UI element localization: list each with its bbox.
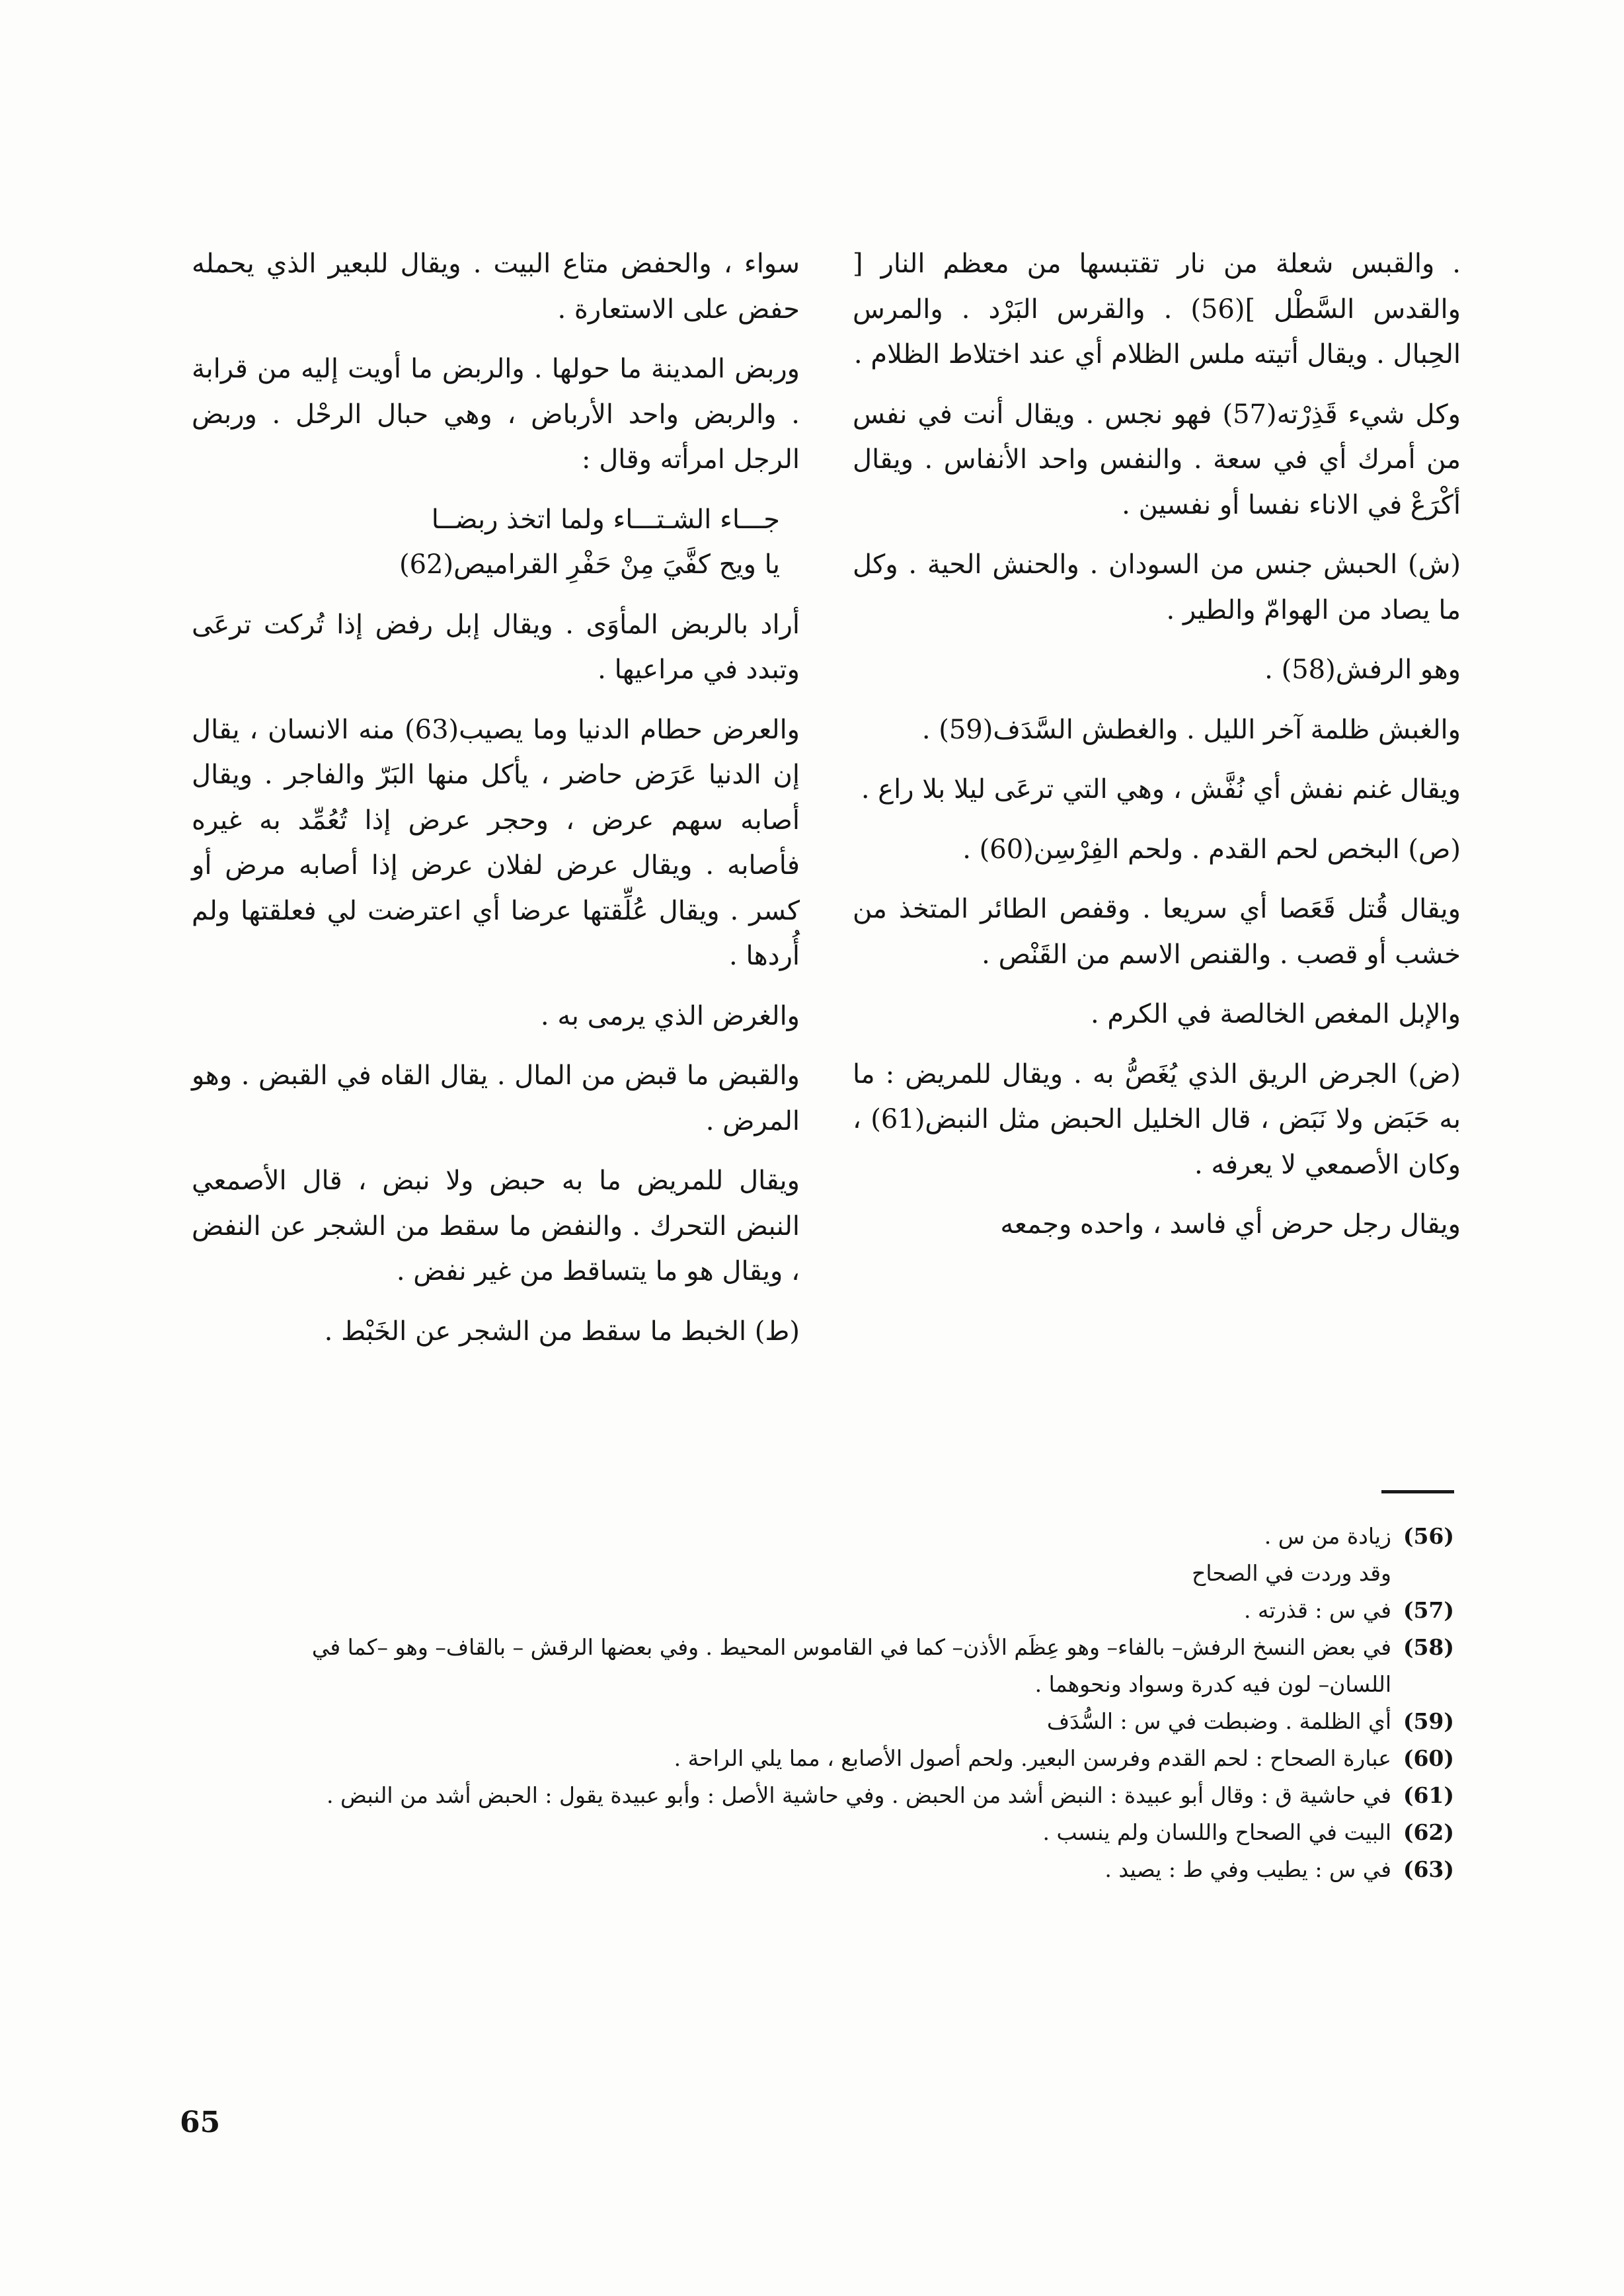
footnote-continuation: وقد وردت في الصحاح [1192, 1560, 1391, 1586]
paragraph: وكل شيء قَذِرْته(57) فهو نجس . ويقال أنت في نفس من أمرك أي في سعة . والنفس واحد الأنفاس . ويقال أكْرَعْ في الاناء نفسا أو نفسين . [853, 399, 1461, 520]
verse-line: جـــاء الشـتـــاء ولما اتخذ ربضــا [431, 504, 780, 535]
paragraph: وربض المدينة ما حولها . والربض ما أويت إليه من قرابة . والربض واحد الأرباض ، وهي حبال الرحْل . وربض الرجل امرأته وقال : [192, 354, 800, 475]
footnote-continuation: اللسان– لون فيه كدرة وسواد ونحوهما . [1034, 1671, 1391, 1697]
footnote: (57)في س : قذرته . [1243, 1597, 1454, 1623]
paragraph: (ط) الخبط ما سقط من الشجر عن الخَبْط . [324, 1316, 800, 1347]
page-number: 65 [180, 2106, 221, 2139]
footnote: (60)عبارة الصحاح : لحم القدم وفرسن البعير. ولحم أصول الأصابع ، مما يلي الراحة . [674, 1745, 1454, 1771]
paragraph: ويقال قُتل قَعَصا أي سريعا . وقفص الطائر المتخذ من خشب أو قصب . والقنص الاسم من القَنْص . [853, 894, 1461, 970]
left-column [192, 241, 800, 1368]
paragraph: أراد بالربض المأوَى . ويقال إبل رفض إذا تُركت ترعَى وتبدد في مراعيها . [192, 609, 800, 685]
paragraph: والغرض الذي يرمى به . [540, 1000, 800, 1031]
paragraph: والغبش ظلمة آخر الليل . والغطش السَّدَف(59) . [921, 714, 1461, 745]
paragraph: ويقال غنم نفش أي نُفَّش ، وهي التي ترعَى ليلا بلا راع . [861, 774, 1461, 805]
paragraph: والعرض حطام الدنيا وما يصيب(63) منه الانسان ، يقال إن الدنيا عَرَض حاضر ، يأكل منها البَرّ والفاجر . ويقال أصابه سهم عرض ، وحجر عرض إذا تُعُمِّد به غيره فأصابه . ويقال عرض لفلان عرض إذا أصابه مرض أو كسر . ويقال عُلِّقتها عرضا أي اعترضت لي فعلقتها ولم أُردها . [192, 714, 800, 971]
poem-verse [192, 497, 800, 588]
footnote: (63)في س : يطيب وفي ط : يصيد . [1104, 1856, 1454, 1882]
verse-line: يا ويح كفَّيَ مِنْ حَفْرِ القراميص(62) [399, 549, 780, 580]
paragraph: والإبل المغص الخالصة في الكرم . [1091, 999, 1461, 1029]
paragraph: . والقبس شعلة من نار تقتبسها من معظم النار [ والقدس السَّطْل ](56) . والقرس البَرْد . والمرس الحِبال . ويقال أتيته ملس الظلام أي عند اختلاط الظلام . [853, 249, 1461, 370]
paragraph: وهو الرفش(58) . [1264, 654, 1461, 685]
footnote: (56)زيادة من س . [1264, 1523, 1454, 1549]
footnote: (58)في بعض النسخ الرفش– بالفاء– وهو عِظَم الأذن– كما في القاموس المحيط . وفي بعضها الرقش – بالقاف– وهو –كما في [311, 1634, 1454, 1660]
paragraph: ويقال رجل حرض أي فاسد ، واحده وجمعه [1000, 1209, 1461, 1240]
footnote-divider [1381, 1490, 1454, 1493]
footnote: (61)في حاشية ق : وقال أبو عبيدة : النبض أشد من الحبض . وفي حاشية الأصل : وأبو عبيدة يقول : الحبض أشد من النبض . [327, 1782, 1454, 1808]
footnote: (59)أي الظلمة . وضبطت في س : السُّدَف [1046, 1708, 1454, 1734]
paragraph: والقبض ما قبض من المال . يقال القاه في القبض . وهو المرض . [192, 1060, 800, 1136]
right-column [853, 241, 1461, 1262]
paragraph: (ض) الجرض الريق الذي يُغَصُّ به . ويقال للمريض : ما به حَبَض ولا نَبَض ، قال الخليل الحبض مثل النبض(61) ، وكان الأصمعي لا يعرفه . [853, 1058, 1461, 1180]
paragraph: (ص) البخص لحم القدم . ولحم الفِرْسِن(60) . [962, 834, 1461, 865]
paragraph: سواء ، والحفض متاع البيت . ويقال للبعير الذي يحمله حفض على الاستعارة . [192, 249, 800, 325]
footnote: (62)البيت في الصحاح واللسان ولم ينسب . [1042, 1819, 1454, 1845]
paragraph: ويقال للمريض ما به حبض ولا نبض ، قال الأصمعي النبض التحرك . والنفض ما سقط من الشجر عن النفض ، ويقال هو ما يتساقط من غير نفض . [192, 1166, 800, 1287]
footnotes [198, 1518, 1454, 1888]
paragraph: (ش) الحبش جنس من السودان . والحنش الحية . وكل ما يصاد من الهوامّ والطير . [853, 549, 1461, 625]
